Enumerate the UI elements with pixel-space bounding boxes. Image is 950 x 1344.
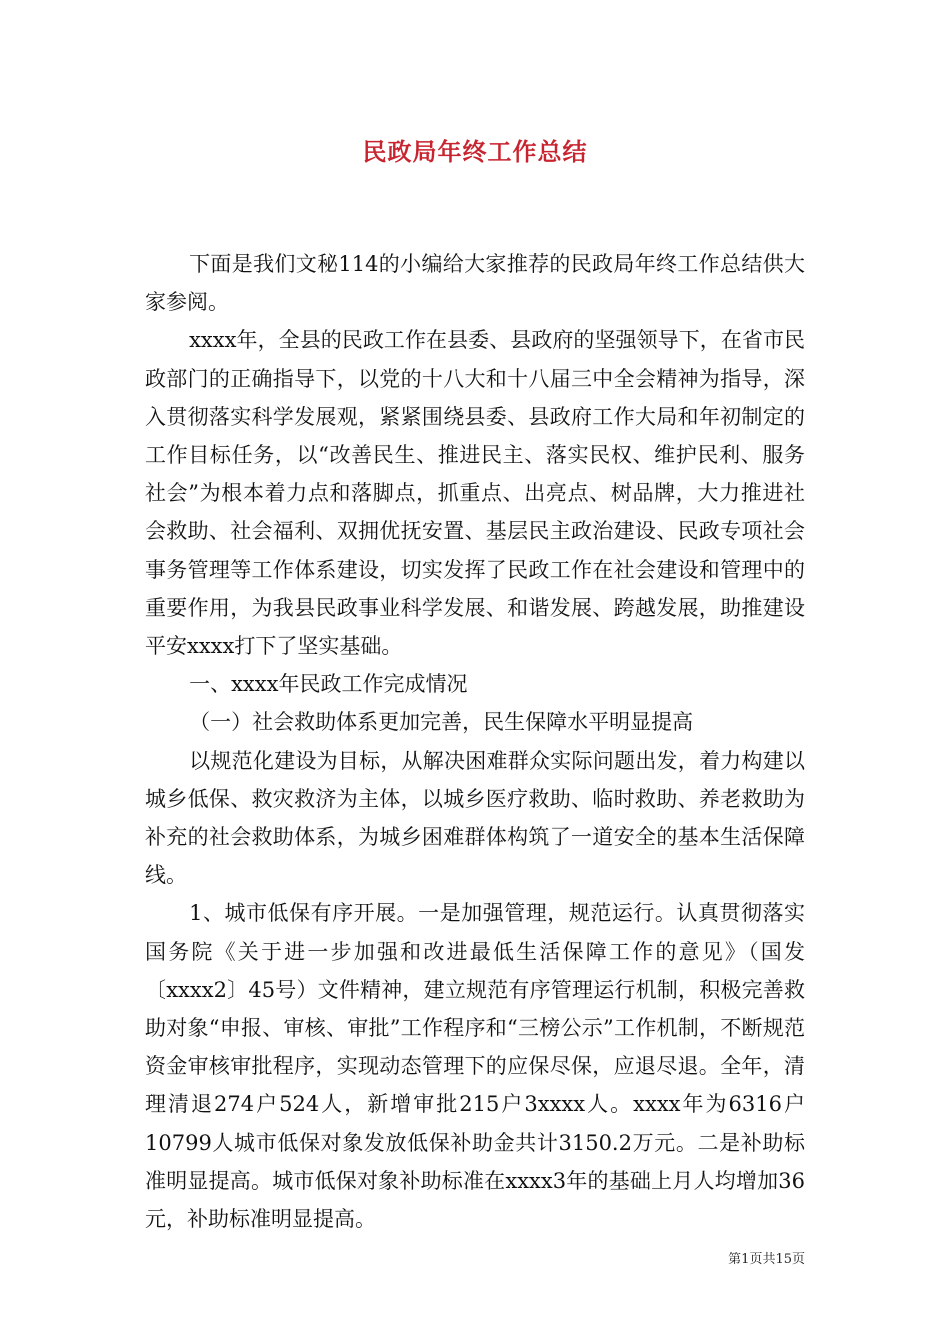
paragraph-social-assistance: 以规范化建设为目标，从解决困难群众实际问题出发，着力构建以城乡低保、救灾救济为主体，以城乡医疗救助、临时救助、养老救助为补充的社会救助体系，为城乡困难群体构筑了一道安全的基本生活保障线。: [145, 748, 805, 888]
paragraph-intro: 下面是我们文秘114的小编给大家推荐的民政局年终工作总结供大家参阅。: [145, 252, 805, 315]
section-heading: 一、xxxx年民政工作完成情况: [189, 672, 468, 697]
document-body: [145, 245, 805, 1238]
document-title: 民政局年终工作总结: [362, 138, 588, 166]
page-number-footer: 第1页共15页: [728, 1252, 805, 1267]
paragraph-urban-subsistence: 1、城市低保有序开展。一是加强管理，规范运行。认真贯彻落实国务院《关于进一步加强和改进最低生活保障工作的意见》（国发〔xxxx2〕45号）文件精神，建立规范有序管理运行机制，积极完善救助对象“申报、审核、审批”工作程序和“三榜公示”工作机制，不断规范资金审核审批程序，实现动态管理下的应保尽保，应退尽退。全年，清理清退274户524人，新增审批215户3xxxx人。xxxx年为6316户10799人城市低保对象发放低保补助金共计3150.2万元。二是补助标准明显提高。城市低保对象补助标准在xxxx3年的基础上月人均增加36元，补助标准明显提高。: [145, 901, 805, 1232]
subsection-heading: （一）社会救助体系更加完善，民生保障水平明显提高: [189, 710, 694, 735]
paragraph-overview: xxxx年，全县的民政工作在县委、县政府的坚强领导下，在省市民政部门的正确指导下，以党的十八大和十八届三中全会精神为指导，深入贯彻落实科学发展观，紧紧围绕县委、县政府工作大局和年初制定的工作目标任务，以“改善民生、推进民主、落实民权、维护民利、服务社会”为根本着力点和落脚点，抓重点、出亮点、树品牌，大力推进社会救助、社会福利、双拥优抚安置、基层民主政治建设、民政专项社会事务管理等工作体系建设，切实发挥了民政工作在社会建设和管理中的重要作用，为我县民政事业科学发展、和谐发展、跨越发展，助推建设平安xxxx打下了坚实基础。: [145, 328, 805, 659]
